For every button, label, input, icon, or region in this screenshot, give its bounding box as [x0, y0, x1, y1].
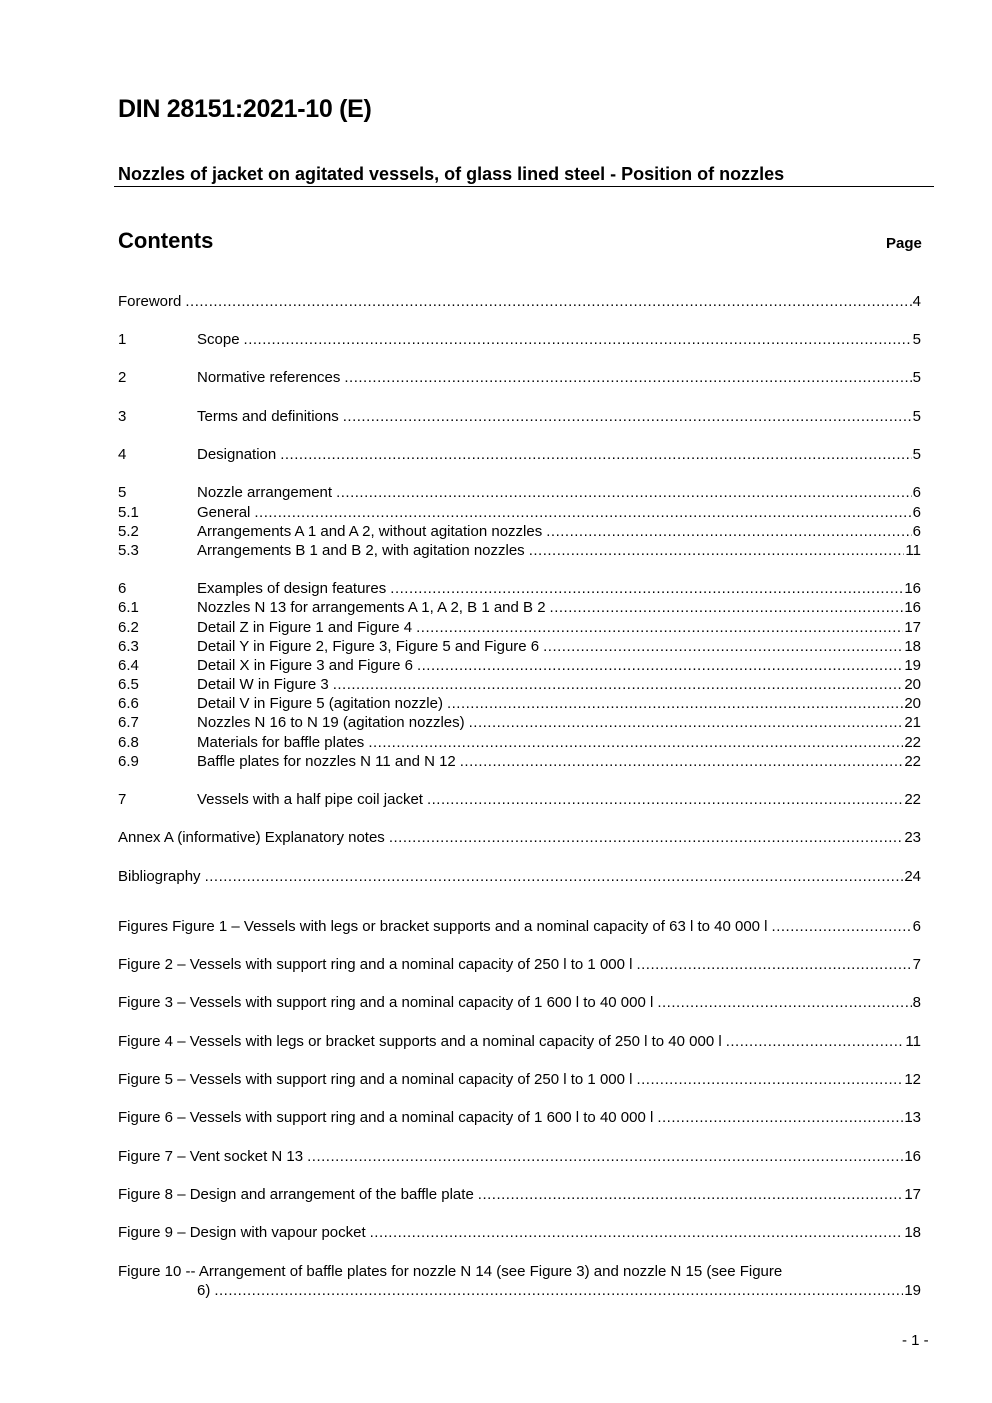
toc-number: 6.9 [118, 753, 139, 770]
figure-title: Figure 9 – Design with vapour pocket [118, 1224, 366, 1241]
toc-leader [333, 675, 904, 694]
toc-entry[interactable] [118, 483, 921, 502]
toc-entry[interactable] [118, 752, 921, 771]
figure-title: Figure 2 – Vessels with support ring and a nominal capacity of 250 l to 1 000 l [118, 956, 633, 973]
toc-number: 6.5 [118, 676, 139, 693]
figure-page: 6 [912, 918, 921, 935]
toc-entry[interactable] [118, 733, 921, 752]
figure-entry[interactable] [118, 1185, 921, 1204]
toc-number: 6.3 [118, 638, 139, 655]
toc-leader [529, 541, 905, 560]
toc-page: 5 [912, 446, 921, 463]
toc-number: 5.1 [118, 504, 139, 521]
toc-page: 19 [904, 657, 921, 674]
toc-leader [344, 368, 911, 387]
toc-page: 20 [904, 676, 921, 693]
figure-entry[interactable] [118, 1108, 921, 1127]
toc-leader [546, 522, 911, 541]
toc-leader [416, 618, 903, 637]
toc-entry[interactable] [118, 694, 921, 713]
toc-title: Terms and definitions [197, 408, 339, 425]
toc-page: 11 [905, 542, 921, 559]
page-number: - 1 - [902, 1332, 929, 1349]
toc-leader [469, 713, 904, 732]
toc-leader [370, 1223, 904, 1242]
toc-leader [389, 828, 904, 847]
figure-page: 16 [904, 1148, 921, 1165]
toc-title: Normative references [197, 369, 341, 386]
toc-page: 24 [904, 868, 921, 885]
toc-entry[interactable] [118, 407, 921, 426]
toc-page: 4 [912, 293, 921, 310]
toc-title: Detail V in Figure 5 (agitation nozzle) [197, 695, 443, 712]
toc-leader [447, 694, 903, 713]
toc-leader [244, 330, 912, 349]
toc-page: 6 [912, 484, 921, 501]
toc-page: 5 [912, 369, 921, 386]
toc-entry[interactable] [118, 790, 921, 809]
figure-title-continuation-row [118, 1281, 921, 1300]
figure-title: Figure 8 – Design and arrangement of the baffle plate [118, 1186, 474, 1203]
toc-number: 6.7 [118, 714, 139, 731]
toc-leader [726, 1032, 905, 1051]
toc-title: Nozzle arrangement [197, 484, 333, 501]
toc-leader [636, 955, 911, 974]
toc-title: Detail W in Figure 3 [197, 676, 329, 693]
toc-title: Bibliography [118, 868, 201, 885]
figure-page: 7 [912, 956, 921, 973]
toc-leader [478, 1185, 904, 1204]
toc-page: 22 [904, 791, 921, 808]
figure-title: Figures Figure 1 – Vessels with legs or bracket supports and a nominal capacity of 63 l to 40 000 l [118, 918, 768, 935]
figure-entry[interactable] [118, 955, 921, 974]
document-id: DIN 28151:2021-10 (E) [118, 95, 372, 123]
toc-leader [390, 579, 903, 598]
toc-title: Arrangements B 1 and B 2, with agitation nozzles [197, 542, 525, 559]
toc-entry[interactable] [118, 503, 921, 522]
toc-leader [205, 867, 904, 886]
toc-page: 6 [912, 523, 921, 540]
toc-leader [772, 917, 912, 936]
toc-leader [636, 1070, 903, 1089]
toc-page: 22 [904, 753, 921, 770]
toc-title: Nozzles N 13 for arrangements A 1, A 2, B 1 and B 2 [197, 599, 546, 616]
header-rule [114, 186, 934, 187]
toc-leader [336, 483, 912, 502]
toc-leader [254, 503, 911, 522]
figure-entry[interactable] [118, 1070, 921, 1089]
page-column-label: Page [886, 235, 922, 252]
toc-page: 18 [904, 638, 921, 655]
toc-number: 5 [118, 484, 127, 501]
toc-page: 16 [904, 580, 921, 597]
toc-title: Foreword [118, 293, 182, 310]
toc-number: 1 [118, 331, 127, 348]
figure-page: 17 [904, 1186, 921, 1203]
toc-number: 6.8 [118, 734, 139, 751]
toc-entry-foreword[interactable] [118, 292, 921, 311]
toc-title: Examples of design features [197, 580, 387, 597]
toc-entry[interactable] [118, 637, 921, 656]
toc-entry[interactable] [118, 656, 921, 675]
toc-leader [543, 637, 903, 656]
toc-entry[interactable] [118, 445, 921, 464]
toc-page: 17 [904, 619, 921, 636]
figure-title: Figure 5 – Vessels with support ring and a nominal capacity of 250 l to 1 000 l [118, 1071, 633, 1088]
toc-leader [214, 1281, 903, 1300]
figure-entry[interactable] [118, 1223, 921, 1242]
toc-leader [417, 656, 903, 675]
toc-number: 5.2 [118, 523, 139, 540]
toc-entry[interactable] [118, 330, 921, 349]
toc-title: Nozzles N 16 to N 19 (agitation nozzles) [197, 714, 465, 731]
figure-page: 19 [904, 1282, 921, 1299]
toc-title: Detail X in Figure 3 and Figure 6 [197, 657, 413, 674]
toc-page: 20 [904, 695, 921, 712]
toc-entry[interactable] [118, 541, 921, 560]
toc-leader [280, 445, 911, 464]
toc-entry[interactable] [118, 368, 921, 387]
figure-entry[interactable] [118, 1032, 921, 1051]
toc-page: 5 [912, 408, 921, 425]
toc-number: 6.4 [118, 657, 139, 674]
toc-number: 6.2 [118, 619, 139, 636]
toc-leader [185, 292, 911, 311]
figure-title: Figure 7 – Vent socket N 13 [118, 1148, 304, 1165]
figure-page: 8 [912, 994, 921, 1011]
figure-entry[interactable] [118, 1262, 921, 1300]
toc-number: 2 [118, 369, 127, 386]
toc-number: 3 [118, 408, 127, 425]
toc-entry[interactable] [118, 713, 921, 732]
toc-leader [657, 1108, 903, 1127]
toc-title: General [197, 504, 251, 521]
toc-entry[interactable] [118, 618, 921, 637]
figure-page: 11 [905, 1033, 921, 1050]
toc-entry-annex-a[interactable] [118, 828, 921, 847]
toc-page: 5 [912, 331, 921, 348]
toc-entry[interactable] [118, 579, 921, 598]
toc-leader [368, 733, 903, 752]
toc-page: 16 [904, 599, 921, 616]
toc-number: 6 [118, 580, 127, 597]
toc-number: 7 [118, 791, 127, 808]
toc-leader [460, 752, 904, 771]
toc-entry[interactable] [118, 598, 921, 617]
toc-number: 6.6 [118, 695, 139, 712]
toc-page: 22 [904, 734, 921, 751]
toc-title: Arrangements A 1 and A 2, without agitation nozzles [197, 523, 543, 540]
toc-entry-bibliography[interactable] [118, 867, 921, 886]
toc-leader [657, 993, 911, 1012]
toc-page: 23 [904, 829, 921, 846]
toc-title: Detail Z in Figure 1 and Figure 4 [197, 619, 413, 636]
toc-leader [550, 598, 904, 617]
toc-title: Scope [197, 331, 240, 348]
toc-title: Materials for baffle plates [197, 734, 365, 751]
toc-title: Detail Y in Figure 2, Figure 3, Figure 5 and Figure 6 [197, 638, 540, 655]
toc-title: Baffle plates for nozzles N 11 and N 12 [197, 753, 456, 770]
toc-page: 21 [904, 714, 921, 731]
figure-title-continuation: 6) [197, 1282, 211, 1299]
toc-leader [343, 407, 912, 426]
figure-title: Figure 4 – Vessels with legs or bracket supports and a nominal capacity of 250 l to 40 000 l [118, 1033, 722, 1050]
toc-leader [307, 1147, 903, 1166]
figure-page: 18 [904, 1224, 921, 1241]
contents-heading: Contents [118, 228, 214, 253]
toc-entry[interactable] [118, 522, 921, 541]
figure-entry[interactable] [118, 993, 921, 1012]
document-subtitle: Nozzles of jacket on agitated vessels, of glass lined steel - Position of nozzles [118, 164, 785, 184]
figure-title: Figure 10 -- Arrangement of baffle plates for nozzle N 14 (see Figure 3) and nozzle N 15 (see Figure [118, 1263, 783, 1280]
toc-page: 6 [912, 504, 921, 521]
figure-title: Figure 6 – Vessels with support ring and a nominal capacity of 1 600 l to 40 000 l [118, 1109, 654, 1126]
figure-title: Figure 3 – Vessels with support ring and a nominal capacity of 1 600 l to 40 000 l [118, 994, 654, 1011]
figure-page: 13 [904, 1109, 921, 1126]
toc-number: 5.3 [118, 542, 139, 559]
toc-title: Designation [197, 446, 277, 463]
toc-number: 6.1 [118, 599, 139, 616]
toc-title: Annex A (informative) Explanatory notes [118, 829, 385, 846]
toc-title: Vessels with a half pipe coil jacket [197, 791, 423, 808]
toc-number: 4 [118, 446, 127, 463]
toc-entry[interactable] [118, 675, 921, 694]
figure-entry[interactable] [118, 1147, 921, 1166]
figure-page: 12 [904, 1071, 921, 1088]
figure-entry[interactable] [118, 917, 921, 936]
toc-leader [427, 790, 903, 809]
